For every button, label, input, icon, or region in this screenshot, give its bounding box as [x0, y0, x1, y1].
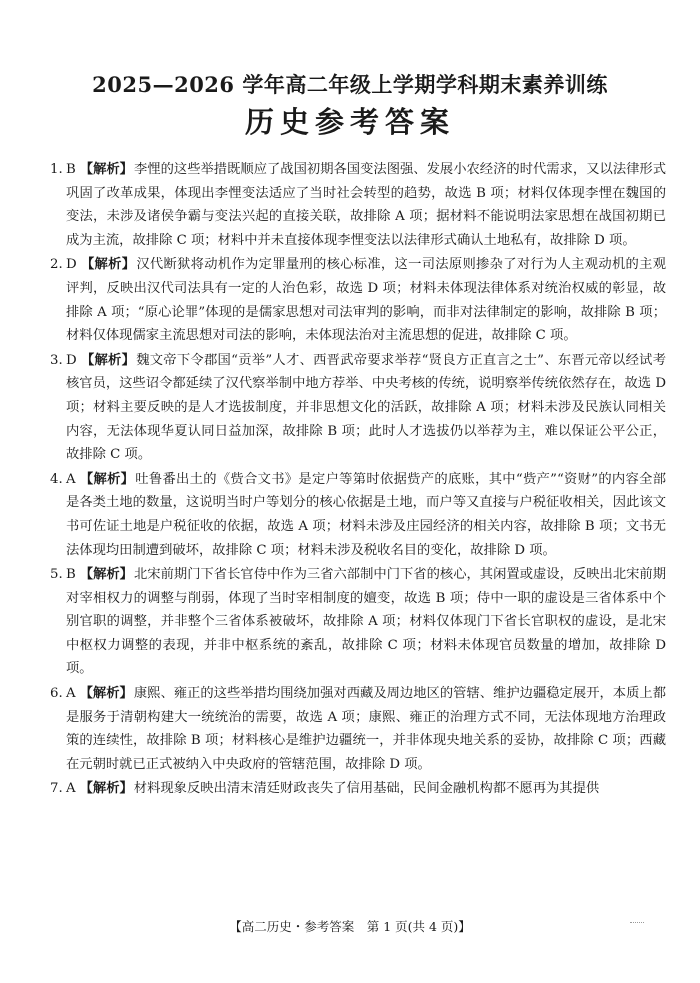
- answer-list: [50, 158, 666, 802]
- analysis-tag: 【解析】: [80, 352, 136, 368]
- answer-option: A: [66, 471, 76, 487]
- analysis-tag: 【解析】: [79, 471, 135, 487]
- answer-item: [50, 158, 666, 252]
- analysis-tag: 【解析】: [79, 781, 133, 797]
- analysis-tag: 【解析】: [79, 567, 133, 583]
- analysis-text: 吐鲁番出土的《赀合文书》是定户等第时依据赀产的底账，其中“赀产”“资财”的内容全部是各类土地的数量，这说明当时户等划分的核心依据是土地，而户等又直接与户税征收相关，因此该文书可佐证土地是户税征收的依据，故选 A 项；材料未涉及庄园经济的相关内容，故排除 B 项；文书无法体现均田制遭到破坏，故排除 C 项；材料未涉及税收名目的变化，故排除 D 项。: [66, 471, 666, 558]
- answer-option: A: [66, 686, 76, 702]
- question-number: 3.: [50, 352, 63, 368]
- answer-option: A: [66, 781, 76, 797]
- answer-title: 历史参考答案: [244, 105, 455, 139]
- analysis-text: 李悝的这些举措既顺应了战国初期各国变法图强、发展小农经济的时代需求，又以法律形式巩固了改革成果，体现出李悝变法适应了当时社会转型的趋势，故选 B 项；材料仅体现李悝在魏国的变法，未涉及诸侯争霸与变法兴起的直接关联，故排除 A 项；据材料不能说明法家思想在战国初期已成为主流，故排除 C 项；材料中并未直接体现李悝变法以法律形式确认土地私有，故排除 D 项。: [66, 162, 667, 248]
- answer-item: [50, 468, 666, 562]
- question-number: 1.: [50, 162, 63, 177]
- analysis-text: 北宋前期门下省长官侍中作为三省六部制中门下省的核心，其闲置或虚设，反映出北宋前期对宰相权力的调整与削弱，体现了当时宰相制度的嬗变，故选 B 项；侍中一职的虚设是三省体系中个别官职的调整，并非整个三省体系被破坏，故排除 A 项；材料仅体现门下省长官职权的虚设，是北宋中枢权力调整的表现，并非中枢系统的紊乱，故排除 C 项；材料未体现官员数量的增加，故排除 D 项。: [66, 567, 667, 677]
- analysis-text: 康熙、雍正的这些举措均围绕加强对西藏及周边地区的管辖、维护边疆稳定展开，本质上都是服务于清朝构建大一统统治的需要，故选 A 项；康熙、雍正的治理方式不同，无法体现地方治理政策的连续性，故排除 B 项；材料核心是维护边疆统一，并非体现央地关系的妥协，故排除 C 项；西藏在元朝时就已正式被纳入中央政府的管辖范围，故排除 D 项。: [66, 686, 667, 772]
- answer-item: [50, 682, 666, 776]
- analysis-text: 材料现象反映出清末清廷财政丧失了信用基础，民间金融机构都不愿再为其提供: [133, 781, 600, 797]
- answer-option: D: [66, 352, 77, 368]
- analysis-text: 汉代断狱将动机作为定罪量刑的核心标准，这一司法原则掺杂了对行为人主观动机的主观评判，反映出汉代司法具有一定的人治色彩，故选 D 项；材料未体现法律体系对统治权威的彰显，故排除 A 项；“原心论罪”体现的是儒家思想对司法审判的影响，而非对法律制定的影响，故排除 B 项；材料仅体现儒家主流思想对司法的影响，未体现法治对主流思想的促进，故排除 C 项。: [66, 257, 667, 344]
- question-number: 7.: [50, 781, 63, 797]
- answer-option: B: [66, 162, 76, 177]
- analysis-tag: 【解析】: [79, 162, 133, 177]
- answer-item: [50, 349, 666, 467]
- header: [0, 70, 700, 142]
- answer-item: [50, 563, 666, 681]
- question-number: 6.: [50, 686, 63, 702]
- analysis-tag: 【解析】: [79, 686, 133, 702]
- corner-mark: [630, 922, 644, 923]
- question-number: 4.: [50, 471, 63, 487]
- analysis-tag: 【解析】: [80, 257, 136, 273]
- analysis-text: 魏文帝下令郡国“贡举”人才、西晋武帝要求举荐“贤良方正直言之士”、东晋元帝以经试考核官员，这些诏令都延续了汉代察举制中地方荐举、中央考核的传统，说明察举传统依然存在，故选 D 项；材料主要反映的是人才选拔制度，并非思想文化的活跃，故排除 A 项；材料未涉及民族认同相关内容，无法体现华夏认同日益加深，故排除 B 项；此时人才选拔仍以举荐为主，难以保证公平公正，故排除 C 项。: [66, 352, 666, 463]
- question-number: 5.: [50, 567, 63, 583]
- answer-option: B: [66, 567, 76, 583]
- answer-option: D: [66, 257, 77, 273]
- answer-item: [50, 777, 666, 801]
- answer-item: [50, 253, 666, 347]
- page-footer: 【高二历史・参考答案 第 1 页(共 4 页)】: [229, 919, 471, 934]
- exam-title: 2025—2026 学年高二年级上学期学科期末素养训练: [92, 72, 608, 97]
- question-number: 2.: [50, 257, 63, 273]
